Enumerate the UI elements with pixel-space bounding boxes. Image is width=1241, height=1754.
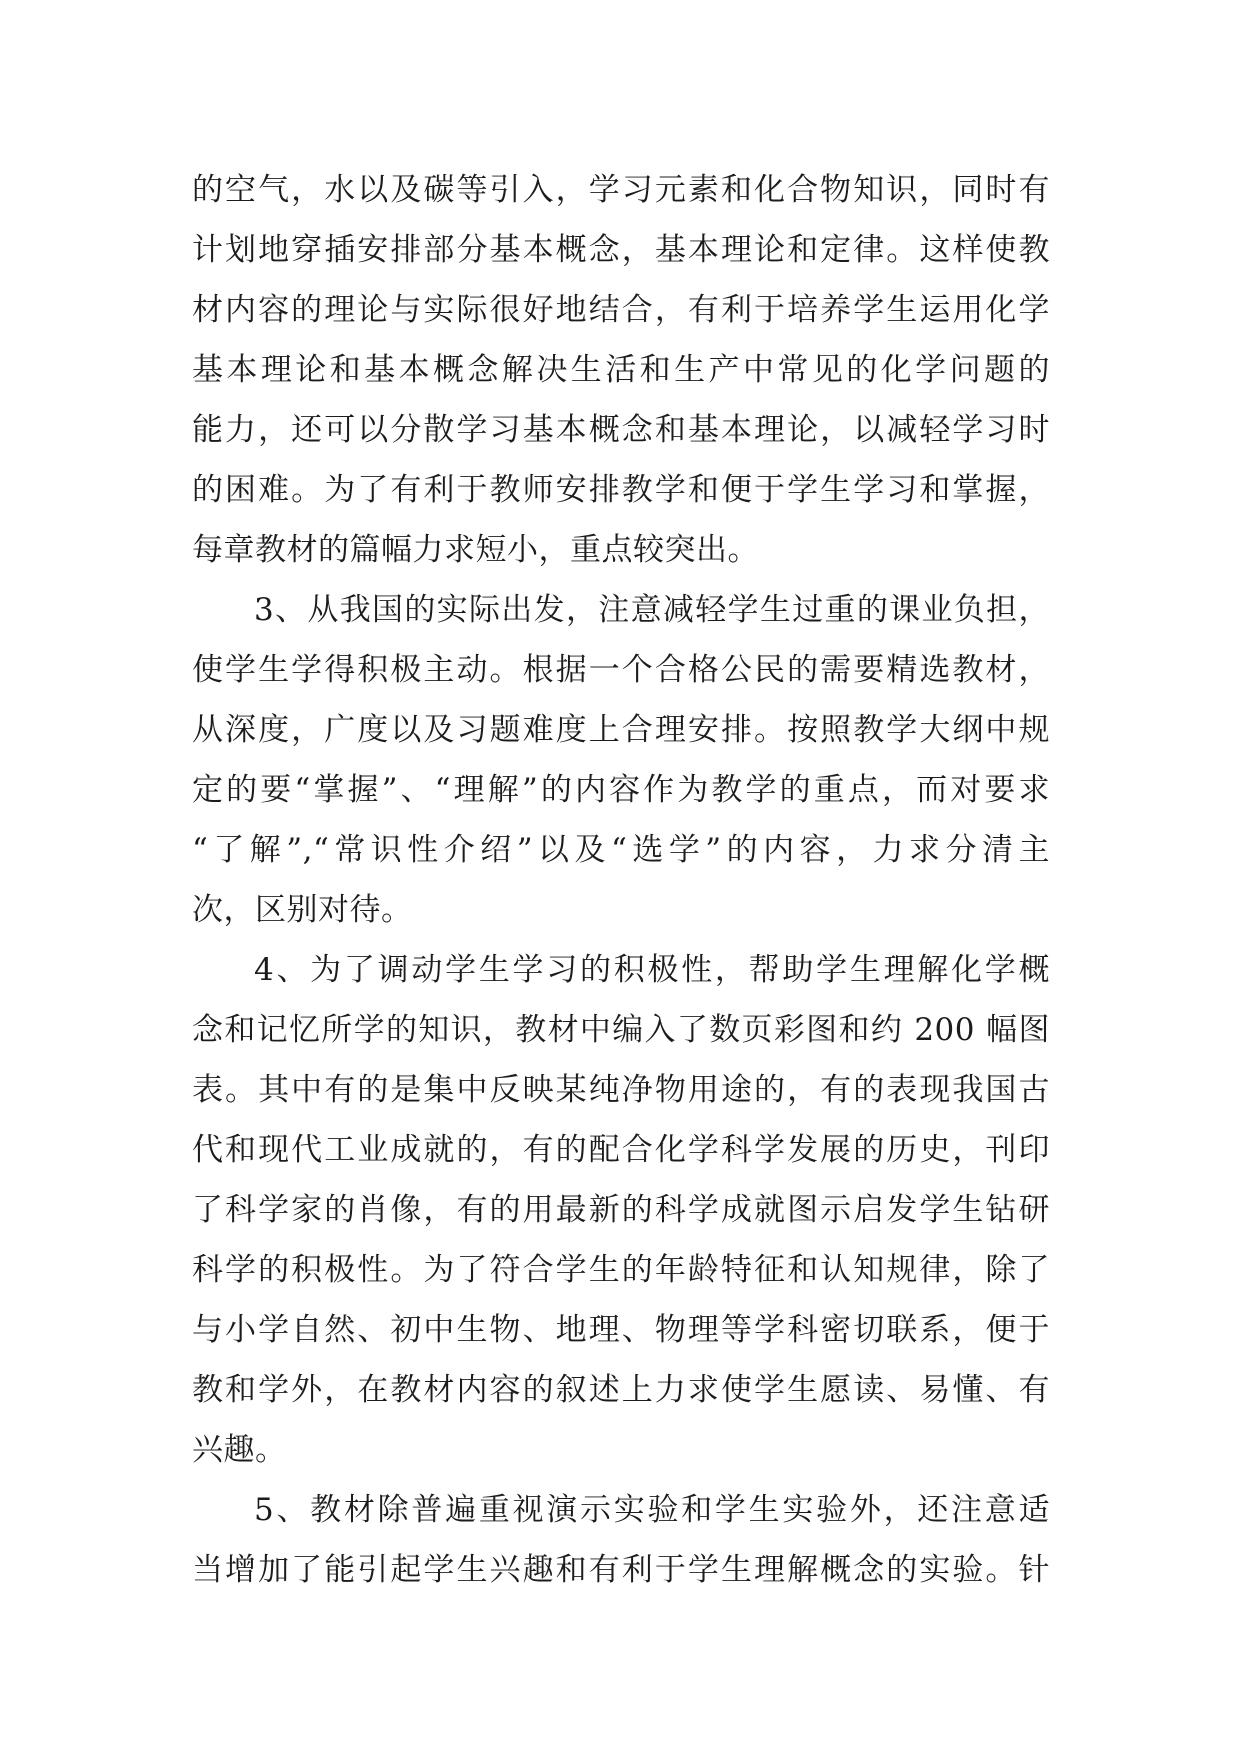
- text-line: 使学生学得积极主动。根据一个合格公民的需要精选教材，: [192, 652, 1050, 688]
- text-line: 的困难。为了有利于教师安排教学和便于学生学习和掌握，: [192, 472, 1050, 508]
- text-line: 计划地穿插安排部分基本概念，基本理论和定律。这样使教: [192, 232, 1050, 268]
- paragraph-item-4: [192, 940, 1050, 1480]
- text-line: 与小学自然、初中生物、地理、物理等学科密切联系，便于: [192, 1312, 1050, 1348]
- text-line: 科学的积极性。为了符合学生的年龄特征和认知规律，除了: [192, 1252, 1050, 1288]
- text-line: 念和记忆所学的知识，教材中编入了数页彩图和约 200 幅图: [192, 1012, 1050, 1048]
- text-line: 3、从我国的实际出发，注意减轻学生过重的课业负担，: [254, 592, 1050, 628]
- text-line: 了科学家的肖像，有的用最新的科学成就图示启发学生钻研: [192, 1192, 1050, 1228]
- text-line: 基本理论和基本概念解决生活和生产中常见的化学问题的: [192, 352, 1050, 388]
- text-line: 从深度，广度以及习题难度上合理安排。按照教学大纲中规: [192, 712, 1050, 748]
- text-line: 的空气，水以及碳等引入，学习元素和化合物知识，同时有: [192, 172, 1050, 208]
- text-line: 4、为了调动学生学习的积极性，帮助学生理解化学概: [254, 952, 1050, 988]
- text-line: “了解”,“常识性介绍”以及“选学”的内容，力求分清主: [192, 832, 1050, 868]
- text-line: 当增加了能引起学生兴趣和有利于学生理解概念的实验。针: [192, 1552, 1050, 1588]
- text-line: 5、教材除普遍重视演示实验和学生实验外，还注意适: [254, 1492, 1050, 1528]
- paragraph-continuation: [192, 160, 1050, 580]
- text-line: 定的要“掌握”、“理解”的内容作为教学的重点，而对要求: [192, 772, 1050, 808]
- text-line: 兴趣。: [192, 1432, 287, 1468]
- text-line: 代和现代工业成就的，有的配合化学科学发展的历史，刊印: [192, 1132, 1050, 1168]
- text-line: 每章教材的篇幅力求短小，重点较突出。: [192, 532, 759, 568]
- paragraph-item-5: [192, 1480, 1050, 1600]
- text-line: 材内容的理论与实际很好地结合，有利于培养学生运用化学: [192, 292, 1050, 328]
- text-line: 次，区别对待。: [192, 892, 413, 928]
- text-line: 教和学外，在教材内容的叙述上力求使学生愿读、易懂、有: [192, 1372, 1050, 1408]
- document-body: [192, 160, 1050, 1600]
- text-line: 表。其中有的是集中反映某纯净物用途的，有的表现我国古: [192, 1072, 1050, 1108]
- text-line: 能力，还可以分散学习基本概念和基本理论，以减轻学习时: [192, 412, 1050, 448]
- paragraph-item-3: [192, 580, 1050, 940]
